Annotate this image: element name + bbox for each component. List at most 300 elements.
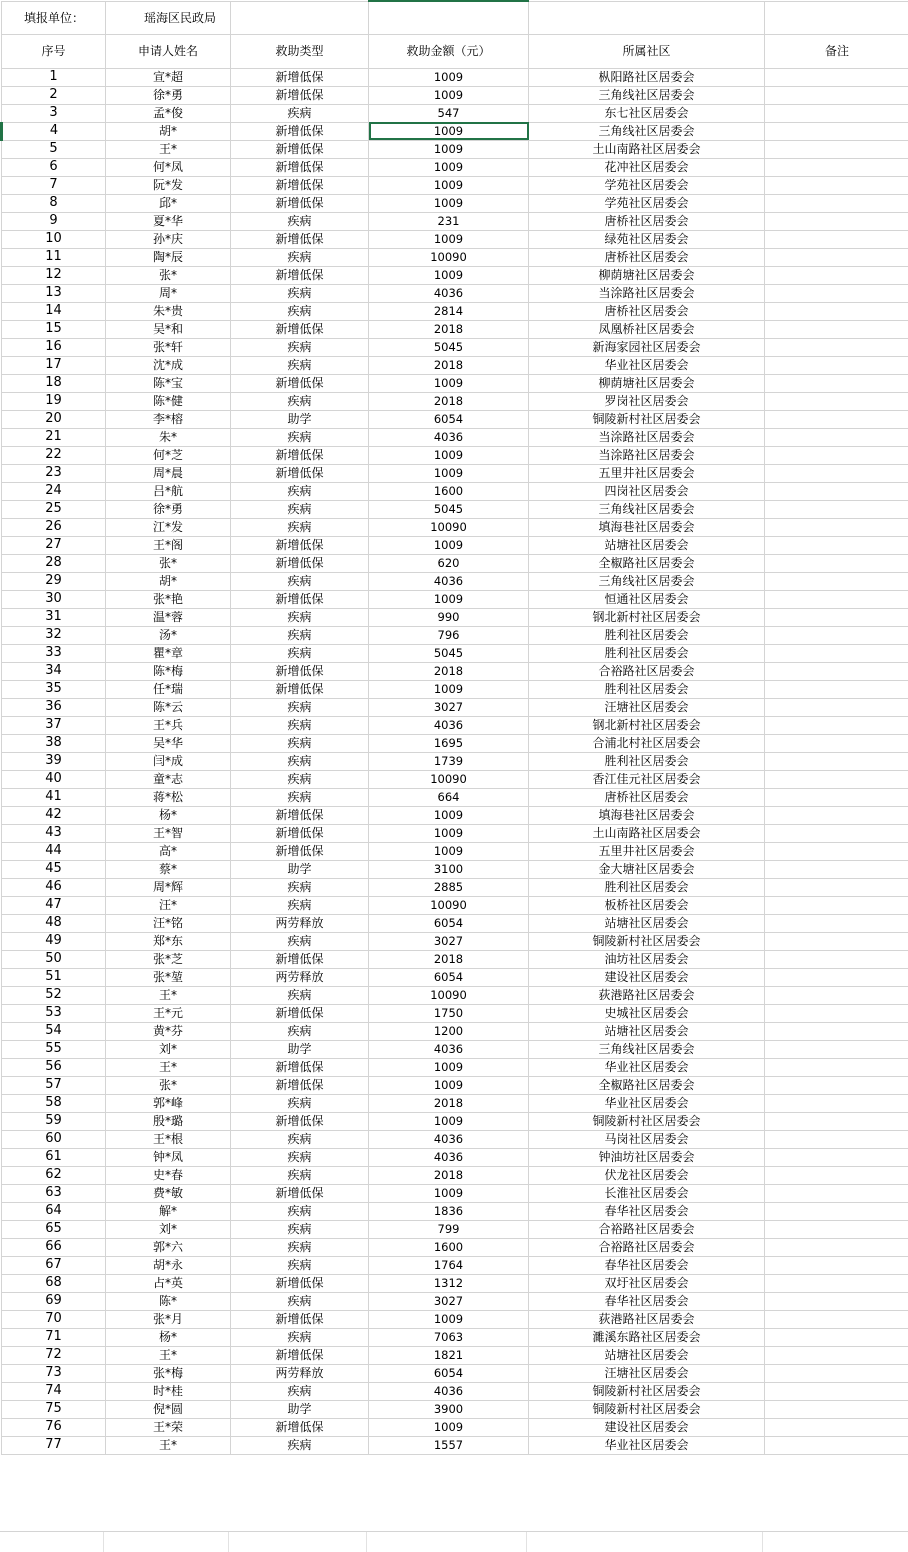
cell-relief-amount[interactable]: 799: [369, 1220, 529, 1238]
cell-seq[interactable]: 66: [2, 1238, 106, 1256]
cell-applicant-name[interactable]: 温*蓉: [106, 608, 231, 626]
cell-seq[interactable]: 21: [2, 428, 106, 446]
cell-community[interactable]: 三角线社区居委会: [529, 1040, 765, 1058]
cell-seq[interactable]: 4: [2, 122, 106, 140]
cell-seq[interactable]: 1: [2, 68, 106, 86]
cell-relief-amount[interactable]: 6054: [369, 914, 529, 932]
cell-applicant-name[interactable]: 张*堃: [106, 968, 231, 986]
cell-relief-amount[interactable]: 1009: [369, 464, 529, 482]
cell-community[interactable]: 唐桥社区居委会: [529, 788, 765, 806]
cell-relief-type[interactable]: 疾病: [231, 1256, 369, 1274]
cell-relief-type[interactable]: 疾病: [231, 1022, 369, 1040]
cell-relief-type[interactable]: 两劳释放: [231, 1364, 369, 1382]
cell-community[interactable]: 三角线社区居委会: [529, 500, 765, 518]
cell-seq[interactable]: 38: [2, 734, 106, 752]
cell-community[interactable]: 合裕路社区居委会: [529, 1238, 765, 1256]
cell-applicant-name[interactable]: 阮*发: [106, 176, 231, 194]
cell-relief-amount[interactable]: 10090: [369, 770, 529, 788]
cell-community[interactable]: 土山南路社区居委会: [529, 824, 765, 842]
cell-relief-amount[interactable]: 1009: [369, 68, 529, 86]
cell-relief-amount[interactable]: 4036: [369, 1040, 529, 1058]
cell-remarks[interactable]: [765, 500, 908, 518]
cell-community[interactable]: 胜利社区居委会: [529, 878, 765, 896]
header-relief-amount[interactable]: 救助金额（元）: [369, 34, 529, 68]
cell-seq[interactable]: 11: [2, 248, 106, 266]
cell-remarks[interactable]: [765, 1346, 908, 1364]
cell-community[interactable]: 东七社区居委会: [529, 104, 765, 122]
cell-seq[interactable]: 70: [2, 1310, 106, 1328]
cell-applicant-name[interactable]: 周*晨: [106, 464, 231, 482]
cell-seq[interactable]: 18: [2, 374, 106, 392]
cell-seq[interactable]: 65: [2, 1220, 106, 1238]
cell-seq[interactable]: 53: [2, 1004, 106, 1022]
cell-remarks[interactable]: [765, 626, 908, 644]
cell-seq[interactable]: 29: [2, 572, 106, 590]
cell-community[interactable]: 铜陵新村社区居委会: [529, 1382, 765, 1400]
cell-community[interactable]: 胜利社区居委会: [529, 680, 765, 698]
cell-relief-type[interactable]: 疾病: [231, 752, 369, 770]
cell-applicant-name[interactable]: 杨*: [106, 1328, 231, 1346]
cell-applicant-name[interactable]: 郭*峰: [106, 1094, 231, 1112]
cell-relief-type[interactable]: 新增低保: [231, 1112, 369, 1130]
cell-community[interactable]: 花冲社区居委会: [529, 158, 765, 176]
cell-applicant-name[interactable]: 郭*六: [106, 1238, 231, 1256]
cell-applicant-name[interactable]: 张*月: [106, 1310, 231, 1328]
cell-remarks[interactable]: [765, 716, 908, 734]
cell-relief-amount[interactable]: 1009: [369, 1184, 529, 1202]
cell-relief-amount[interactable]: 1009: [369, 536, 529, 554]
cell-applicant-name[interactable]: 孟*俊: [106, 104, 231, 122]
cell-applicant-name[interactable]: 陈*宝: [106, 374, 231, 392]
cell-community[interactable]: 华业社区居委会: [529, 1094, 765, 1112]
cell-relief-amount[interactable]: 1557: [369, 1436, 529, 1454]
cell-relief-amount[interactable]: 1821: [369, 1346, 529, 1364]
cell-relief-type[interactable]: 新增低保: [231, 158, 369, 176]
unit-label-cell[interactable]: 填报单位：: [2, 1, 106, 34]
cell-applicant-name[interactable]: 邱*: [106, 194, 231, 212]
cell-relief-type[interactable]: 疾病: [231, 608, 369, 626]
cell-relief-type[interactable]: 疾病: [231, 698, 369, 716]
header-relief-type[interactable]: 救助类型: [231, 34, 369, 68]
cell-community[interactable]: 土山南路社区居委会: [529, 140, 765, 158]
cell-remarks[interactable]: [765, 356, 908, 374]
cell-seq[interactable]: 54: [2, 1022, 106, 1040]
cell-applicant-name[interactable]: 陈*: [106, 1292, 231, 1310]
cell-relief-amount[interactable]: 7063: [369, 1328, 529, 1346]
cell-community[interactable]: 全椒路社区居委会: [529, 1076, 765, 1094]
cell-relief-type[interactable]: 疾病: [231, 518, 369, 536]
cell-community[interactable]: 濉溪东路社区居委会: [529, 1328, 765, 1346]
cell-relief-type[interactable]: 助学: [231, 410, 369, 428]
cell-relief-amount[interactable]: 547: [369, 104, 529, 122]
cell-applicant-name[interactable]: 王*: [106, 986, 231, 1004]
cell-seq[interactable]: 37: [2, 716, 106, 734]
cell-relief-amount[interactable]: 1009: [369, 374, 529, 392]
cell-applicant-name[interactable]: 王*荣: [106, 1418, 231, 1436]
cell-remarks[interactable]: [765, 338, 908, 356]
cell-community[interactable]: 枞阳路社区居委会: [529, 68, 765, 86]
cell-remarks[interactable]: [765, 788, 908, 806]
cell-remarks[interactable]: [765, 590, 908, 608]
cell-relief-amount[interactable]: 2018: [369, 392, 529, 410]
cell-relief-type[interactable]: 新增低保: [231, 1310, 369, 1328]
cell-relief-type[interactable]: 新增低保: [231, 374, 369, 392]
cell-relief-type[interactable]: 新增低保: [231, 194, 369, 212]
cell-applicant-name[interactable]: 童*志: [106, 770, 231, 788]
cell-applicant-name[interactable]: 张*艳: [106, 590, 231, 608]
cell-relief-type[interactable]: 新增低保: [231, 680, 369, 698]
cell-relief-amount[interactable]: 1009: [369, 140, 529, 158]
header-applicant-name[interactable]: 申请人姓名: [106, 34, 231, 68]
cell-relief-amount[interactable]: 10090: [369, 248, 529, 266]
cell-community[interactable]: 当涂路社区居委会: [529, 284, 765, 302]
cell-community[interactable]: 荻港路社区居委会: [529, 986, 765, 1004]
cell-relief-amount[interactable]: 4036: [369, 572, 529, 590]
cell-relief-amount[interactable]: 1739: [369, 752, 529, 770]
cell-seq[interactable]: 52: [2, 986, 106, 1004]
cell-seq[interactable]: 57: [2, 1076, 106, 1094]
cell-community[interactable]: 钢北新村社区居委会: [529, 608, 765, 626]
cell-seq[interactable]: 42: [2, 806, 106, 824]
cell-remarks[interactable]: [765, 842, 908, 860]
cell-remarks[interactable]: [765, 1238, 908, 1256]
cell-applicant-name[interactable]: 王*兵: [106, 716, 231, 734]
cell-seq[interactable]: 15: [2, 320, 106, 338]
cell-relief-type[interactable]: 新增低保: [231, 446, 369, 464]
cell-relief-type[interactable]: 新增低保: [231, 536, 369, 554]
cell-seq[interactable]: 26: [2, 518, 106, 536]
cell-remarks[interactable]: [765, 248, 908, 266]
cell-community[interactable]: 伏龙社区居委会: [529, 1166, 765, 1184]
cell-relief-amount[interactable]: 1600: [369, 482, 529, 500]
cell-community[interactable]: 罗岗社区居委会: [529, 392, 765, 410]
cell-seq[interactable]: 24: [2, 482, 106, 500]
cell-relief-amount[interactable]: 2885: [369, 878, 529, 896]
cell-relief-amount[interactable]: 10090: [369, 986, 529, 1004]
cell-relief-type[interactable]: 新增低保: [231, 176, 369, 194]
cell-applicant-name[interactable]: 沈*成: [106, 356, 231, 374]
cell-community[interactable]: 新海家园社区居委会: [529, 338, 765, 356]
cell-relief-type[interactable]: 疾病: [231, 1202, 369, 1220]
cell-applicant-name[interactable]: 王*智: [106, 824, 231, 842]
cell-seq[interactable]: 40: [2, 770, 106, 788]
cell-applicant-name[interactable]: 胡*: [106, 122, 231, 140]
cell-relief-type[interactable]: 疾病: [231, 248, 369, 266]
cell-applicant-name[interactable]: 殷*璐: [106, 1112, 231, 1130]
cell-relief-type[interactable]: 新增低保: [231, 122, 369, 140]
cell-community[interactable]: 钟油坊社区居委会: [529, 1148, 765, 1166]
cell-applicant-name[interactable]: 任*瑞: [106, 680, 231, 698]
cell-remarks[interactable]: [765, 536, 908, 554]
cell-remarks[interactable]: [765, 1130, 908, 1148]
cell-applicant-name[interactable]: 周*辉: [106, 878, 231, 896]
cell-community[interactable]: 五里井社区居委会: [529, 464, 765, 482]
cell-community[interactable]: 春华社区居委会: [529, 1256, 765, 1274]
cell-relief-amount[interactable]: 1009: [369, 590, 529, 608]
cell-relief-type[interactable]: 疾病: [231, 1166, 369, 1184]
cell-relief-amount[interactable]: 1009: [369, 1418, 529, 1436]
cell-applicant-name[interactable]: 王*阁: [106, 536, 231, 554]
cell-remarks[interactable]: [765, 1166, 908, 1184]
cell-remarks[interactable]: [765, 770, 908, 788]
cell-remarks[interactable]: [765, 968, 908, 986]
cell-relief-type[interactable]: 疾病: [231, 626, 369, 644]
cell-seq[interactable]: 23: [2, 464, 106, 482]
cell-applicant-name[interactable]: 高*: [106, 842, 231, 860]
cell-relief-amount[interactable]: 1009: [369, 806, 529, 824]
cell-applicant-name[interactable]: 徐*勇: [106, 500, 231, 518]
cell-remarks[interactable]: [765, 572, 908, 590]
cell-seq[interactable]: 75: [2, 1400, 106, 1418]
cell-seq[interactable]: 17: [2, 356, 106, 374]
cell-community[interactable]: 荻港路社区居委会: [529, 1310, 765, 1328]
cell-remarks[interactable]: [765, 986, 908, 1004]
cell-seq[interactable]: 27: [2, 536, 106, 554]
cell-community[interactable]: 华业社区居委会: [529, 1058, 765, 1076]
cell-community[interactable]: 长淮社区居委会: [529, 1184, 765, 1202]
cell-relief-type[interactable]: 疾病: [231, 392, 369, 410]
cell-remarks[interactable]: [765, 734, 908, 752]
cell-community[interactable]: 三角线社区居委会: [529, 86, 765, 104]
cell-applicant-name[interactable]: 徐*勇: [106, 86, 231, 104]
cell-relief-type[interactable]: 疾病: [231, 572, 369, 590]
cell-community[interactable]: 板桥社区居委会: [529, 896, 765, 914]
cell-relief-type[interactable]: 疾病: [231, 734, 369, 752]
cell-community[interactable]: 华业社区居委会: [529, 1436, 765, 1454]
cell-applicant-name[interactable]: 闫*成: [106, 752, 231, 770]
cell-remarks[interactable]: [765, 1076, 908, 1094]
cell-remarks[interactable]: [765, 662, 908, 680]
cell-applicant-name[interactable]: 王*根: [106, 1130, 231, 1148]
cell-remarks[interactable]: [765, 446, 908, 464]
cell-relief-type[interactable]: 疾病: [231, 104, 369, 122]
cell-applicant-name[interactable]: 陶*辰: [106, 248, 231, 266]
header-community[interactable]: 所属社区: [529, 34, 765, 68]
cell-community[interactable]: 春华社区居委会: [529, 1202, 765, 1220]
cell-relief-amount[interactable]: 2018: [369, 662, 529, 680]
cell-seq[interactable]: 20: [2, 410, 106, 428]
cell-remarks[interactable]: [765, 1292, 908, 1310]
header-remarks[interactable]: 备注: [765, 34, 908, 68]
cell-seq[interactable]: 43: [2, 824, 106, 842]
cell-community[interactable]: 胜利社区居委会: [529, 752, 765, 770]
cell-applicant-name[interactable]: 时*桂: [106, 1382, 231, 1400]
cell-applicant-name[interactable]: 王*: [106, 1058, 231, 1076]
cell-relief-type[interactable]: 新增低保: [231, 1058, 369, 1076]
cell-relief-type[interactable]: 新增低保: [231, 86, 369, 104]
cell-applicant-name[interactable]: 吕*航: [106, 482, 231, 500]
cell-seq[interactable]: 32: [2, 626, 106, 644]
cell-remarks[interactable]: [765, 1274, 908, 1292]
cell-applicant-name[interactable]: 李*榕: [106, 410, 231, 428]
cell-community[interactable]: 马岗社区居委会: [529, 1130, 765, 1148]
cell-remarks[interactable]: [765, 1364, 908, 1382]
cell-applicant-name[interactable]: 张*芝: [106, 950, 231, 968]
cell-community[interactable]: 填海巷社区居委会: [529, 518, 765, 536]
cell-relief-amount[interactable]: 4036: [369, 1130, 529, 1148]
cell-applicant-name[interactable]: 周*: [106, 284, 231, 302]
cell-community[interactable]: 铜陵新村社区居委会: [529, 410, 765, 428]
cell-relief-type[interactable]: 疾病: [231, 356, 369, 374]
cell-relief-type[interactable]: 疾病: [231, 896, 369, 914]
cell-remarks[interactable]: [765, 212, 908, 230]
cell-community[interactable]: 建设社区居委会: [529, 1418, 765, 1436]
cell-applicant-name[interactable]: 汪*: [106, 896, 231, 914]
cell-applicant-name[interactable]: 陈*健: [106, 392, 231, 410]
cell-remarks[interactable]: [765, 122, 908, 140]
cell-relief-amount[interactable]: 3027: [369, 932, 529, 950]
cell-remarks[interactable]: [765, 1256, 908, 1274]
cell-seq[interactable]: 12: [2, 266, 106, 284]
cell-community[interactable]: 填海巷社区居委会: [529, 806, 765, 824]
cell-relief-type[interactable]: 疾病: [231, 788, 369, 806]
cell-community[interactable]: 华业社区居委会: [529, 356, 765, 374]
cell-remarks[interactable]: [765, 104, 908, 122]
cell-relief-type[interactable]: 新增低保: [231, 320, 369, 338]
cell-remarks[interactable]: [765, 1004, 908, 1022]
cell-seq[interactable]: 56: [2, 1058, 106, 1076]
cell-community[interactable]: 唐桥社区居委会: [529, 302, 765, 320]
cell-community[interactable]: 春华社区居委会: [529, 1292, 765, 1310]
cell-relief-type[interactable]: 助学: [231, 1040, 369, 1058]
cell-relief-type[interactable]: 新增低保: [231, 554, 369, 572]
cell-community[interactable]: 当涂路社区居委会: [529, 428, 765, 446]
cell-remarks[interactable]: [765, 1148, 908, 1166]
cell-seq[interactable]: 72: [2, 1346, 106, 1364]
cell-community[interactable]: 学苑社区居委会: [529, 194, 765, 212]
cell-relief-type[interactable]: 助学: [231, 860, 369, 878]
cell-relief-type[interactable]: 新增低保: [231, 68, 369, 86]
cell-relief-amount[interactable]: 4036: [369, 284, 529, 302]
cell-relief-type[interactable]: 疾病: [231, 338, 369, 356]
cell-relief-type[interactable]: 新增低保: [231, 1418, 369, 1436]
cell-applicant-name[interactable]: 杨*: [106, 806, 231, 824]
cell-community[interactable]: 恒通社区居委会: [529, 590, 765, 608]
cell-community[interactable]: 五里井社区居委会: [529, 842, 765, 860]
cell-remarks[interactable]: [765, 1058, 908, 1076]
cell-seq[interactable]: 35: [2, 680, 106, 698]
cell-seq[interactable]: 6: [2, 158, 106, 176]
cell-relief-amount[interactable]: 5045: [369, 338, 529, 356]
cell-applicant-name[interactable]: 江*发: [106, 518, 231, 536]
cell-relief-type[interactable]: 疾病: [231, 1328, 369, 1346]
cell-seq[interactable]: 41: [2, 788, 106, 806]
cell-applicant-name[interactable]: 蔡*: [106, 860, 231, 878]
cell-relief-type[interactable]: 新增低保: [231, 464, 369, 482]
cell-relief-type[interactable]: 疾病: [231, 302, 369, 320]
cell-relief-type[interactable]: 疾病: [231, 1382, 369, 1400]
cell-remarks[interactable]: [765, 230, 908, 248]
cell-seq[interactable]: 2: [2, 86, 106, 104]
cell-community[interactable]: 双圩社区居委会: [529, 1274, 765, 1292]
cell-relief-type[interactable]: 疾病: [231, 644, 369, 662]
cell-relief-amount[interactable]: 1009: [369, 1112, 529, 1130]
cell-applicant-name[interactable]: 刘*: [106, 1040, 231, 1058]
cell-community[interactable]: 柳荫塘社区居委会: [529, 374, 765, 392]
cell-relief-type[interactable]: 疾病: [231, 932, 369, 950]
cell-relief-amount[interactable]: 4036: [369, 1382, 529, 1400]
cell-relief-type[interactable]: 新增低保: [231, 662, 369, 680]
cell-relief-amount[interactable]: 3100: [369, 860, 529, 878]
cell-applicant-name[interactable]: 费*敏: [106, 1184, 231, 1202]
cell-remarks[interactable]: [765, 518, 908, 536]
cell-community[interactable]: 绿苑社区居委会: [529, 230, 765, 248]
cell-relief-amount[interactable]: 231: [369, 212, 529, 230]
cell-remarks[interactable]: [765, 752, 908, 770]
cell-remarks[interactable]: [765, 302, 908, 320]
cell-seq[interactable]: 10: [2, 230, 106, 248]
cell-relief-amount[interactable]: 1695: [369, 734, 529, 752]
cell-seq[interactable]: 9: [2, 212, 106, 230]
cell-seq[interactable]: 13: [2, 284, 106, 302]
cell-remarks[interactable]: [765, 1094, 908, 1112]
cell-community[interactable]: 站塘社区居委会: [529, 1346, 765, 1364]
cell-seq[interactable]: 67: [2, 1256, 106, 1274]
cell-relief-type[interactable]: 新增低保: [231, 1274, 369, 1292]
cell-relief-type[interactable]: 助学: [231, 1400, 369, 1418]
cell-seq[interactable]: 46: [2, 878, 106, 896]
cell-relief-type[interactable]: 新增低保: [231, 824, 369, 842]
cell-relief-amount[interactable]: 664: [369, 788, 529, 806]
cell-relief-amount[interactable]: 6054: [369, 968, 529, 986]
cell-remarks[interactable]: [765, 932, 908, 950]
cell-relief-amount[interactable]: 4036: [369, 1148, 529, 1166]
cell-community[interactable]: 合裕路社区居委会: [529, 662, 765, 680]
cell-relief-amount[interactable]: 4036: [369, 716, 529, 734]
cell-relief-amount[interactable]: 3027: [369, 1292, 529, 1310]
cell-applicant-name[interactable]: 夏*华: [106, 212, 231, 230]
cell-relief-amount[interactable]: 1009: [369, 230, 529, 248]
empty-cell[interactable]: [529, 1, 765, 34]
cell-relief-amount[interactable]: 2018: [369, 1094, 529, 1112]
cell-applicant-name[interactable]: 汤*: [106, 626, 231, 644]
cell-relief-amount[interactable]: 5045: [369, 500, 529, 518]
cell-community[interactable]: 油坊社区居委会: [529, 950, 765, 968]
cell-remarks[interactable]: [765, 320, 908, 338]
cell-seq[interactable]: 44: [2, 842, 106, 860]
cell-seq[interactable]: 28: [2, 554, 106, 572]
cell-seq[interactable]: 39: [2, 752, 106, 770]
cell-relief-type[interactable]: 新增低保: [231, 590, 369, 608]
cell-community[interactable]: 汪塘社区居委会: [529, 698, 765, 716]
cell-relief-type[interactable]: 疾病: [231, 1220, 369, 1238]
cell-community[interactable]: 建设社区居委会: [529, 968, 765, 986]
cell-applicant-name[interactable]: 孙*庆: [106, 230, 231, 248]
cell-relief-amount[interactable]: 1764: [369, 1256, 529, 1274]
cell-relief-amount[interactable]: 10090: [369, 518, 529, 536]
cell-seq[interactable]: 47: [2, 896, 106, 914]
cell-relief-type[interactable]: 新增低保: [231, 266, 369, 284]
cell-community[interactable]: 铜陵新村社区居委会: [529, 1112, 765, 1130]
cell-remarks[interactable]: [765, 176, 908, 194]
cell-seq[interactable]: 33: [2, 644, 106, 662]
cell-community[interactable]: 合浦北村社区居委会: [529, 734, 765, 752]
cell-seq[interactable]: 51: [2, 968, 106, 986]
cell-community[interactable]: 三角线社区居委会: [529, 572, 765, 590]
cell-relief-amount[interactable]: 5045: [369, 644, 529, 662]
cell-relief-type[interactable]: 疾病: [231, 500, 369, 518]
cell-applicant-name[interactable]: 吴*和: [106, 320, 231, 338]
cell-seq[interactable]: 22: [2, 446, 106, 464]
header-seq[interactable]: 序号: [2, 34, 106, 68]
cell-relief-amount[interactable]: 1009: [369, 194, 529, 212]
cell-relief-amount[interactable]: 1009: [369, 122, 529, 140]
cell-seq[interactable]: 73: [2, 1364, 106, 1382]
cell-remarks[interactable]: [765, 464, 908, 482]
cell-seq[interactable]: 64: [2, 1202, 106, 1220]
cell-remarks[interactable]: [765, 680, 908, 698]
cell-relief-type[interactable]: 疾病: [231, 428, 369, 446]
